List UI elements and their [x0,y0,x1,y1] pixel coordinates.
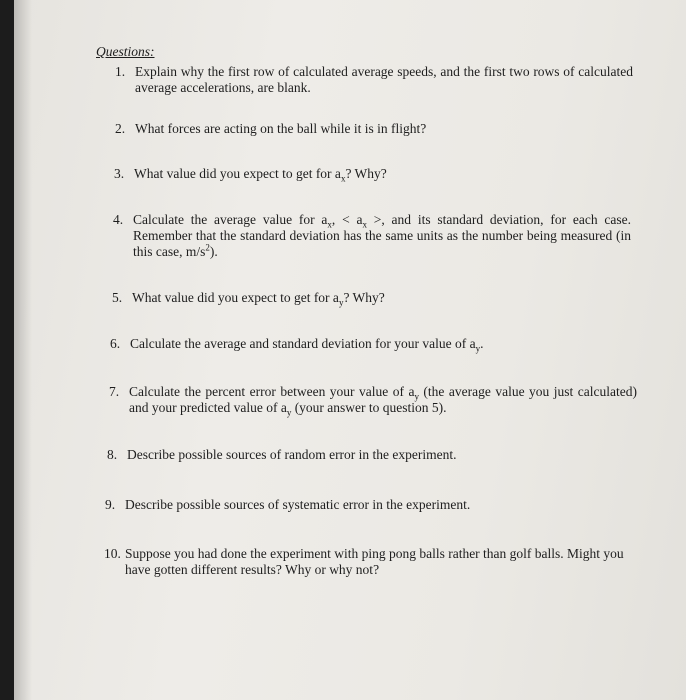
question-1 [115,64,633,96]
question-text: Explain why the first row of calculated average speeds, and the first two rows of calculated average accelerations, are blank. [135,64,633,95]
question-10 [104,546,648,578]
question-text: What forces are acting on the ball while it is in flight? [135,121,427,136]
question-text: Describe possible sources of random error in the experiment. [127,447,457,462]
question-text: Suppose you had done the experiment with ping pong balls rather than golf balls. Might you have gotten different results? Why or why not? [125,546,624,577]
question-number: 1. [115,64,126,79]
question-7 [109,384,637,416]
question-number: 4. [113,212,124,227]
question-text: What value did you expect to get for $a_x$? Why? [134,166,387,184]
question-text: Calculate the percent error between your value of $a_y$ (the average value you just calculated) and your predicted value of $a_y$ (your answer to question 5). [129,384,637,418]
question-text: Calculate the average and standard deviation for your value of $a_y$. [130,336,484,354]
question-3 [114,166,634,182]
question-6 [110,336,634,352]
question-9 [105,497,637,513]
question-number: 5. [112,290,123,305]
question-8 [107,447,637,463]
question-5 [112,290,632,306]
question-text: Calculate the average value for $a_x$, < $a_x$ >, and its standard deviation, for each case. Remember that the standard deviation has the same units as the number being measured (in this case, $m/s^2$). [133,212,631,259]
question-number: 6. [110,336,121,351]
question-4 [113,212,631,260]
question-text: What value did you expect to get for $a_y$? Why? [132,290,385,308]
questions-heading: Questions: [96,44,155,59]
question-number: 10. [104,546,121,561]
question-number: 2. [115,121,126,136]
question-number: 3. [114,166,125,181]
question-number: 8. [107,447,118,462]
question-number: 7. [109,384,120,399]
question-number: 9. [105,497,116,512]
question-2 [115,121,635,137]
question-text: Describe possible sources of systematic error in the experiment. [125,497,471,512]
